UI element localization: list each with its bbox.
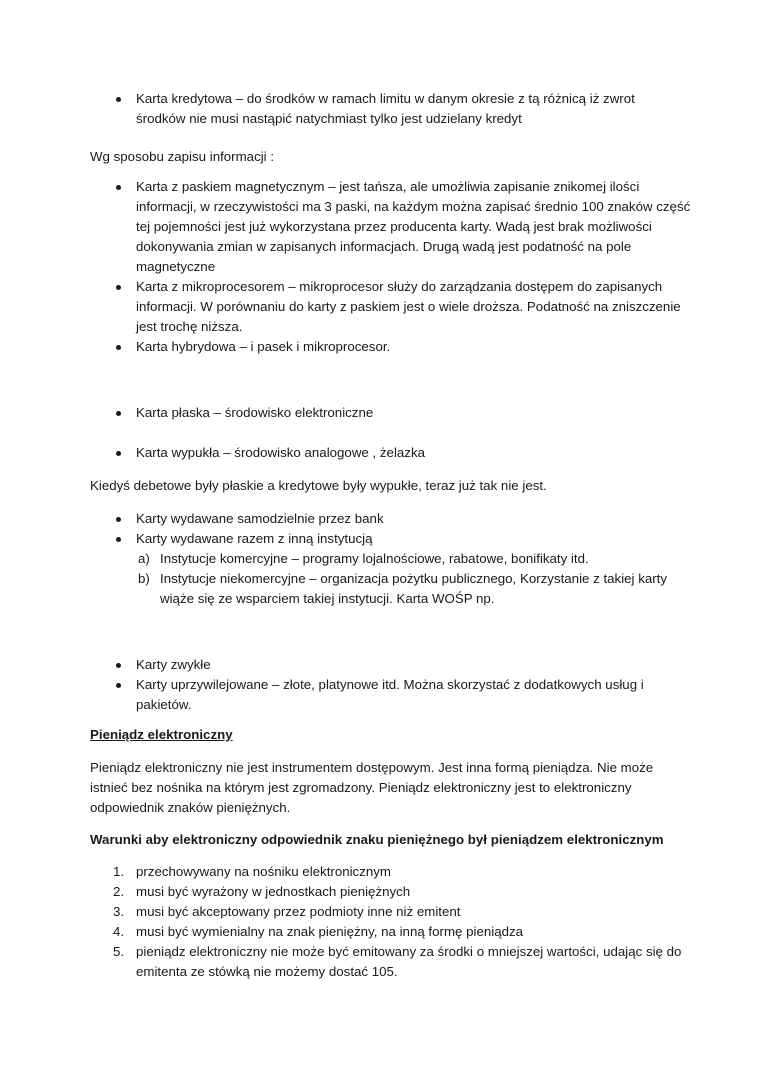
emoney-paragraph-line: istnieć bez nośnika na którym jest zgromadzony. Pieniądz elektroniczny jest to elektroniczny <box>90 780 632 795</box>
condition-number: 3. <box>113 904 125 919</box>
emoney-heading: Pieniądz elektroniczny <box>90 727 233 742</box>
hybrid-card-line: Karta hybrydowa – i pasek i mikroprocesor. <box>136 339 391 354</box>
emoney-paragraph-line: Pieniądz elektroniczny nie jest instrumentem dostępowym. Jest inna formą pieniądza. Nie może <box>90 760 654 775</box>
emoney-paragraph-line: odpowiednik znaków pieniężnych. <box>90 800 291 815</box>
condition-number: 1. <box>113 864 125 879</box>
privileged-card-line: pakietów. <box>136 697 192 712</box>
privileged-card-line: Karty uprzywilejowane – złote, platynowe itd. Można skorzystać z dodatkowych usług i <box>136 677 644 692</box>
flat-card-line: Karta płaska – środowisko elektroniczne <box>136 405 374 420</box>
sub-item-a: Instytucje komercyjne – programy lojalnościowe, rabatowe, bonifikaty itd. <box>160 551 589 566</box>
credit-card-line: środków nie musi nastąpić natychmiast tylko jest udzielany kredyt <box>136 111 522 126</box>
bullet-icon <box>116 411 121 416</box>
bullet-icon <box>116 683 121 688</box>
bullet-icon <box>116 663 121 668</box>
storage-heading: Wg sposobu zapisu informacji : <box>90 149 275 164</box>
chip-card-line: Karta z mikroprocesorem – mikroprocesor służy do zarządzania dostępem do zapisanych <box>136 279 663 294</box>
bullet-icon <box>116 537 121 542</box>
condition-text: musi być wymienialny na znak pieniężny, na inną formę pieniądza <box>136 924 524 939</box>
bullet-icon <box>116 451 121 456</box>
conditions-heading: Warunki aby elektroniczny odpowiednik znaku pieniężnego był pieniądzem elektronicznym <box>90 832 664 847</box>
condition-text: pieniądz elektroniczny nie może być emitowany za środki o mniejszej wartości, udając się do <box>136 944 682 959</box>
sub-item-b-line: wiąże się ze wsparciem takiej instytucji. Karta WOŚP np. <box>160 591 495 606</box>
condition-text: musi być akceptowany przez podmioty inne niż emitent <box>136 904 461 919</box>
issuer-joint-line: Karty wydawane razem z inną instytucją <box>136 531 373 546</box>
magnetic-card-line: informacji, w rzeczywistości ma 3 paski, na każdym można zapisać średnio 100 znaków część <box>136 199 691 214</box>
bullet-icon <box>116 517 121 522</box>
magnetic-card-line: magnetyczne <box>136 259 216 274</box>
bullet-icon <box>116 97 121 102</box>
sub-item-b-line: Instytucje niekomercyjne – organizacja pożytku publicznego, Korzystanie z takiej karty <box>160 571 668 586</box>
sub-label-b: b) <box>138 571 150 586</box>
magnetic-card-line: tej pojemności jest już wykorzystana przez producenta karty. Wadą jest brak możliwości <box>136 219 652 234</box>
condition-number: 5. <box>113 944 125 959</box>
chip-card-line: jest trochę niższa. <box>136 319 243 334</box>
credit-card-line: Karta kredytowa – do środków w ramach limitu w danym okresie z tą różnicą iż zwrot <box>136 91 635 106</box>
magnetic-card-line: dokonywania zmian w zapisanych informacjach. Drugą wadą jest podatność na pole <box>136 239 632 254</box>
magnetic-card-line: Karta z paskiem magnetycznym – jest tańsza, ale umożliwia zapisanie znikomej ilości <box>136 179 640 194</box>
condition-number: 2. <box>113 884 125 899</box>
bullet-icon <box>116 285 121 290</box>
condition-text: przechowywany na nośniku elektronicznym <box>136 864 391 879</box>
past-note: Kiedyś debetowe były płaskie a kredytowe były wypukłe, teraz już tak nie jest. <box>90 478 547 493</box>
bullet-icon <box>116 185 121 190</box>
bullet-icon <box>116 345 121 350</box>
chip-card-line: informacji. W porównaniu do karty z paskiem jest o wiele droższa. Podatność na zniszczenie <box>136 299 681 314</box>
issuer-bank-line: Karty wydawane samodzielnie przez bank <box>136 511 384 526</box>
ordinary-card-line: Karty zwykłe <box>136 657 211 672</box>
condition-text-continuation: emitenta ze stówką nie możemy dostać 105. <box>136 964 398 979</box>
condition-number: 4. <box>113 924 125 939</box>
condition-text: musi być wyrażony w jednostkach pieniężnych <box>136 884 411 899</box>
embossed-card-line: Karta wypukła – środowisko analogowe , żelazka <box>136 445 425 460</box>
sub-label-a: a) <box>138 551 150 566</box>
